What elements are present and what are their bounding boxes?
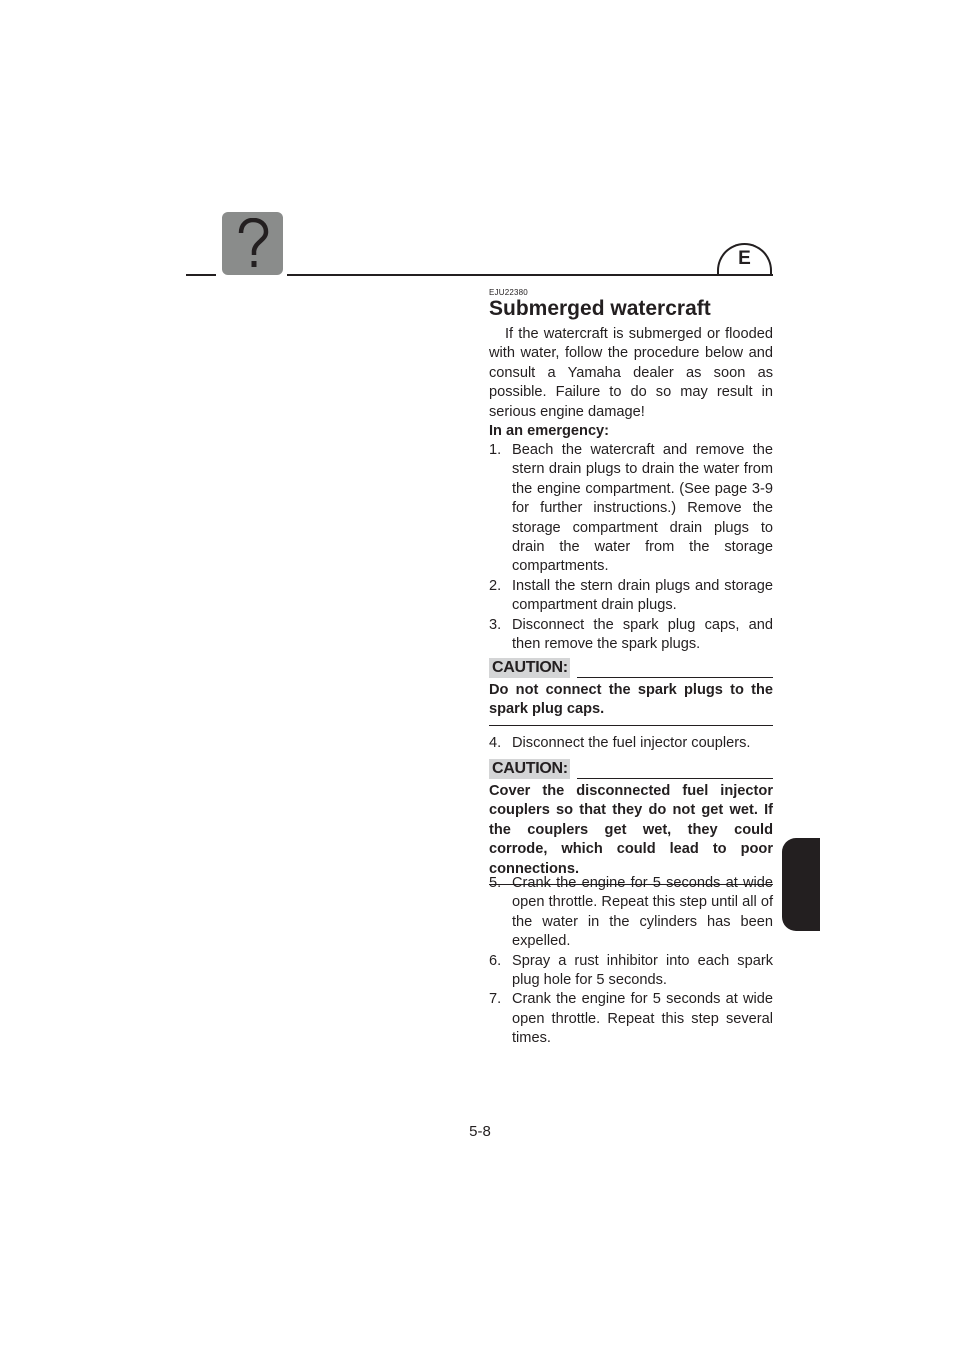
- list-item: 5. Crank the engine for 5 seconds at wide open throttle. Repeat this step until all of the water in the cylinders has been expelled.: [489, 875, 773, 950]
- list-item: 1. Beach the watercraft and remove the stern drain plugs to drain the water from the engine compartment. (See page 3-9 for further instructions.) Remove the storage compartment drain plugs to drain the water from the storage compartments.: [489, 442, 773, 575]
- intro-paragraph: If the watercraft is submerged or flooded with water, follow the procedure below and consult a Yamaha dealer as soon as possible. Failure to do so may result in serious engine damage!: [489, 326, 773, 420]
- list-item: 6. Spray a rust inhibitor into each spark plug hole for 5 seconds.: [489, 952, 773, 989]
- caution-label: CAUTION:: [489, 658, 570, 678]
- caution-box-2: [489, 759, 773, 885]
- header-rule-left: [186, 274, 216, 276]
- header-rule-right: [287, 274, 773, 276]
- section-title: Submerged watercraft: [489, 297, 711, 320]
- emergency-subheading: In an emergency:: [489, 423, 610, 439]
- list-item: 3. Disconnect the spark plug caps, and then remove the spark plugs.: [489, 616, 773, 653]
- list-item: 4. Disconnect the fuel injector couplers.: [489, 735, 751, 751]
- caution-box-1: [489, 658, 773, 726]
- caution-text: Cover the disconnected fuel injector couplers so that they do not get wet. If the couplers get wet, they could corrode, which could lead to poor connections.: [489, 783, 773, 877]
- language-badge-label: E: [738, 248, 751, 269]
- list-item: 2. Install the stern drain plugs and storage compartment drain plugs.: [489, 577, 773, 614]
- page-number: 5-8: [469, 1123, 491, 1140]
- question-mark-icon: [222, 212, 283, 275]
- caution-label: CAUTION:: [489, 759, 570, 779]
- caution-text: Do not connect the spark plugs to the spark plug caps.: [489, 682, 773, 718]
- steps-list-c: [489, 874, 773, 1049]
- chapter-thumb-tab: [782, 838, 820, 931]
- language-badge: [717, 243, 772, 274]
- section-code: EJU22380: [489, 288, 528, 297]
- steps-list-a: [489, 441, 773, 654]
- steps-list-b: [489, 734, 773, 753]
- list-item: 7. Crank the engine for 5 seconds at wide open throttle. Repeat this step several times.: [489, 991, 773, 1047]
